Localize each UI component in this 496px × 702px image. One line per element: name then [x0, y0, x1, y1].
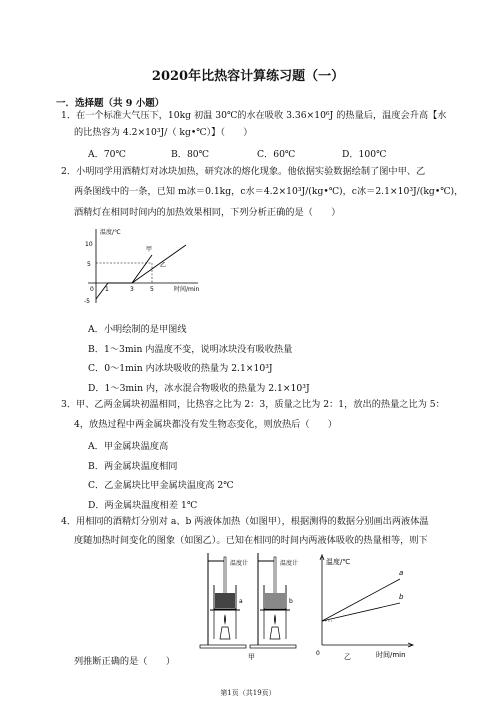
q1-option-c: C．60℃ — [257, 149, 296, 160]
graph-xlabel: 时间/min — [174, 286, 200, 293]
graph2-line-a-label: a — [399, 569, 404, 577]
graph2-line-b — [322, 603, 400, 621]
thermometer-label-left: 温度计 — [230, 560, 249, 567]
line-jia-label: 甲 — [146, 246, 153, 253]
q1-option-a: A．70℃ — [88, 149, 126, 160]
q3-option-a: A．甲金属块温度高 — [88, 441, 169, 452]
liquid-a-label: a — [239, 598, 243, 605]
q3-line2: 4，放热过程中两金属块都没有发生物态变化，则放热后（ ） — [74, 419, 338, 430]
x-tick-1: 1 — [105, 286, 109, 293]
ice-melting-graph — [82, 225, 202, 305]
q2-line1: 2．小明同学用酒精灯对冰块加热，研究冰的熔化现象。他依据实验数据绘制了图中甲、乙 — [61, 166, 426, 177]
base-left — [200, 645, 246, 648]
flame-right — [274, 614, 276, 625]
liquid-a — [215, 593, 235, 608]
y-tick-neg5: -5 — [84, 298, 90, 305]
q1-line1: 1．在一个标准大气压下，10kg 初温 30℃的水在吸收 3.36×10⁶J 的热量后，温度会升高【水 — [61, 110, 447, 121]
graph2-ylabel: 温度/℃ — [326, 558, 351, 566]
fig-caption-yi: 乙 — [344, 653, 351, 661]
q2-line3: 酒精灯在相同时间内的加热效果相同，下列分析正确的是（ ） — [74, 207, 341, 218]
line-yi — [132, 245, 186, 283]
base-right — [250, 645, 296, 648]
line-yi-label: 乙 — [160, 262, 167, 269]
graph2-origin: 0 — [316, 650, 320, 657]
y-tick-5: 5 — [87, 261, 91, 268]
q2-option-d: D．1～3min 内，冰水混合物吸收的热量为 2.1×10³J — [88, 383, 310, 394]
flame-left — [224, 614, 226, 625]
temperature-time-graph — [314, 551, 418, 661]
graph-ylabel: 温度/℃ — [100, 229, 121, 236]
q1-line2: 的比热容为 4.2×10³J/（ kg•℃）】（ ） — [74, 127, 253, 138]
q1-option-b: B．80℃ — [171, 149, 209, 160]
q3-option-d: D．两金属块温度相差 1℃ — [88, 500, 198, 511]
q3-option-c: C．乙金属块比甲金属块温度高 2℃ — [88, 480, 234, 491]
heating-apparatus-figure — [196, 551, 306, 661]
q2-option-a: A．小明绘制的是甲图线 — [88, 324, 187, 335]
thermometer-label-right: 温度计 — [280, 560, 299, 567]
y-tick-10: 10 — [85, 241, 93, 248]
page-footer: 第1页（共19页） — [220, 689, 276, 697]
q4-line1: 4．用相同的酒精灯分别对 a、b 两液体加热（如图甲），根据测得的数据分别画出两液体温 — [61, 516, 429, 527]
y-tick-0: 0 — [90, 286, 94, 293]
alcohol-lamp-left — [220, 627, 230, 639]
q4-line2: 度随加热时间变化的图象（如图乙）。已知在相同的时间内两液体吸收的热量相等，则下 — [74, 535, 428, 546]
liquid-b — [265, 593, 285, 608]
liquid-b-label: b — [289, 598, 293, 605]
q2-option-b: B．1～3min 内温度不变，说明冰块没有吸收热量 — [88, 344, 293, 355]
x-tick-5: 5 — [150, 286, 154, 293]
x-tick-3: 3 — [130, 286, 134, 293]
graph2-line-a — [322, 579, 400, 621]
graph2-line-b-label: b — [399, 593, 404, 601]
section-heading: 一．选择题（共 9 小题） — [56, 98, 165, 109]
q2-option-c: C．0～1min 内冰块吸收的热量为 2.1×10³J — [88, 363, 273, 374]
q3-line1: 3．甲、乙两金属块初温相同，比热容之比为 2：3，质量之比为 2：1，放出的热量之比为 5： — [61, 399, 445, 410]
fig-caption-jia: 甲 — [248, 653, 255, 661]
q2-line2: 两条图线中的一条，已知 m冰＝0.1kg，c水＝4.2×10³J/(kg•℃)，c冰＝2.1×10³J/(kg•℃)， — [74, 186, 464, 197]
alcohol-lamp-right — [270, 627, 280, 639]
q4-line3: 列推断正确的是（ ） — [74, 656, 176, 667]
q3-option-b: B．两金属块温度相同 — [88, 461, 178, 472]
page-title: 2020年比热容计算练习题（一） — [151, 69, 345, 84]
q1-option-d: D．100℃ — [342, 149, 387, 160]
graph2-xlabel: 时间/min — [376, 651, 406, 659]
